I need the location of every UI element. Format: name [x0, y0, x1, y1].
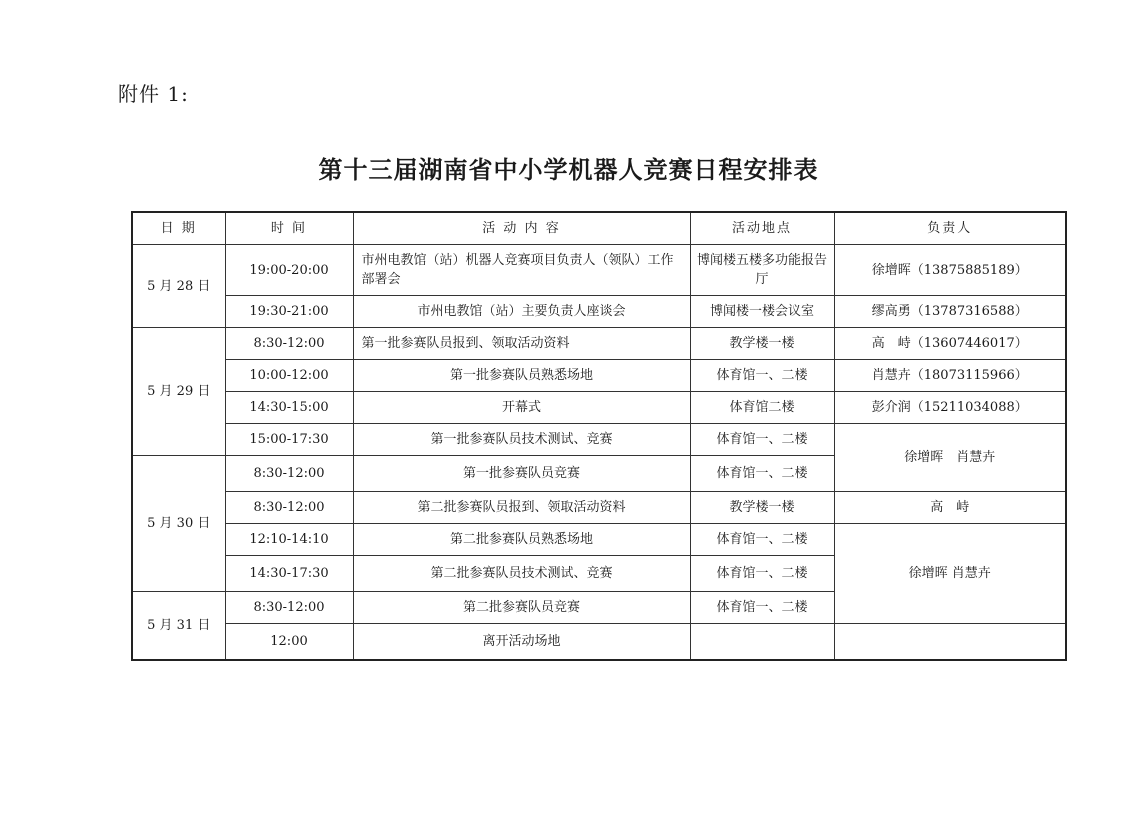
time-cell: 8:30-12:00 [225, 492, 353, 524]
time-cell: 19:00-20:00 [225, 245, 353, 296]
time-cell: 8:30-12:00 [225, 456, 353, 492]
table-header-row [132, 212, 1066, 245]
time-cell: 14:30-17:30 [225, 556, 353, 592]
location-cell: 教学楼一楼 [690, 492, 834, 524]
table-row [132, 392, 1066, 424]
activity-cell: 第二批参赛队员技术测试、竞赛 [353, 556, 690, 592]
attachment-label: 附件 1: [118, 82, 189, 106]
location-cell: 体育馆一、二楼 [690, 456, 834, 492]
table-row [132, 296, 1066, 328]
activity-cell: 第一批参赛队员熟悉场地 [353, 360, 690, 392]
person-cell: 徐增晖（13875885189） [834, 245, 1066, 296]
location-cell: 教学楼一楼 [690, 328, 834, 360]
location-cell: 体育馆一、二楼 [690, 556, 834, 592]
header-location: 活动地点 [690, 212, 834, 245]
date-cell: 5 月 28 日 [132, 245, 225, 328]
header-date: 日 期 [132, 212, 225, 245]
header-activity: 活 动 内 容 [353, 212, 690, 245]
location-cell [690, 624, 834, 660]
activity-cell: 第二批参赛队员熟悉场地 [353, 524, 690, 556]
table-row [132, 492, 1066, 524]
date-cell: 5 月 31 日 [132, 592, 225, 660]
table-row [132, 245, 1066, 296]
location-cell: 体育馆一、二楼 [690, 524, 834, 556]
page-title: 第十三届湖南省中小学机器人竞赛日程安排表 [318, 155, 819, 184]
schedule-table [131, 211, 1067, 661]
location-cell: 体育馆一、二楼 [690, 360, 834, 392]
header-person: 负责人 [834, 212, 1066, 245]
time-cell: 8:30-12:00 [225, 328, 353, 360]
table-row [132, 624, 1066, 660]
activity-cell: 市州电教馆（站）主要负责人座谈会 [353, 296, 690, 328]
table-row [132, 328, 1066, 360]
activity-cell: 第二批参赛队员报到、领取活动资料 [353, 492, 690, 524]
person-cell: 肖慧卉（18073115966） [834, 360, 1066, 392]
person-cell: 彭介润（15211034088） [834, 392, 1066, 424]
person-cell: 缪高勇（13787316588） [834, 296, 1066, 328]
location-cell: 体育馆二楼 [690, 392, 834, 424]
date-cell: 5 月 29 日 [132, 328, 225, 456]
location-cell: 博闻楼五楼多功能报告厅 [690, 245, 834, 296]
time-cell: 14:30-15:00 [225, 392, 353, 424]
time-cell: 8:30-12:00 [225, 592, 353, 624]
person-cell: 高 峙（13607446017） [834, 328, 1066, 360]
activity-cell: 第一批参赛队员竞赛 [353, 456, 690, 492]
person-cell: 高 峙 [834, 492, 1066, 524]
table-row [132, 424, 1066, 456]
time-cell: 12:00 [225, 624, 353, 660]
activity-cell: 开幕式 [353, 392, 690, 424]
table-row [132, 360, 1066, 392]
activity-cell: 第一批参赛队员报到、领取活动资料 [353, 328, 690, 360]
person-cell: 徐增晖 肖慧卉 [834, 524, 1066, 624]
person-cell [834, 624, 1066, 660]
time-cell: 19:30-21:00 [225, 296, 353, 328]
activity-cell: 市州电教馆（站）机器人竞赛项目负责人（领队）工作部署会 [353, 245, 690, 296]
time-cell: 10:00-12:00 [225, 360, 353, 392]
activity-cell: 第二批参赛队员竞赛 [353, 592, 690, 624]
location-cell: 博闻楼一楼会议室 [690, 296, 834, 328]
location-cell: 体育馆一、二楼 [690, 424, 834, 456]
person-cell: 徐增晖 肖慧卉 [834, 424, 1066, 492]
location-cell: 体育馆一、二楼 [690, 592, 834, 624]
header-time: 时 间 [225, 212, 353, 245]
activity-cell: 第一批参赛队员技术测试、竞赛 [353, 424, 690, 456]
date-cell: 5 月 30 日 [132, 456, 225, 592]
time-cell: 12:10-14:10 [225, 524, 353, 556]
activity-cell: 离开活动场地 [353, 624, 690, 660]
time-cell: 15:00-17:30 [225, 424, 353, 456]
table-row [132, 524, 1066, 556]
